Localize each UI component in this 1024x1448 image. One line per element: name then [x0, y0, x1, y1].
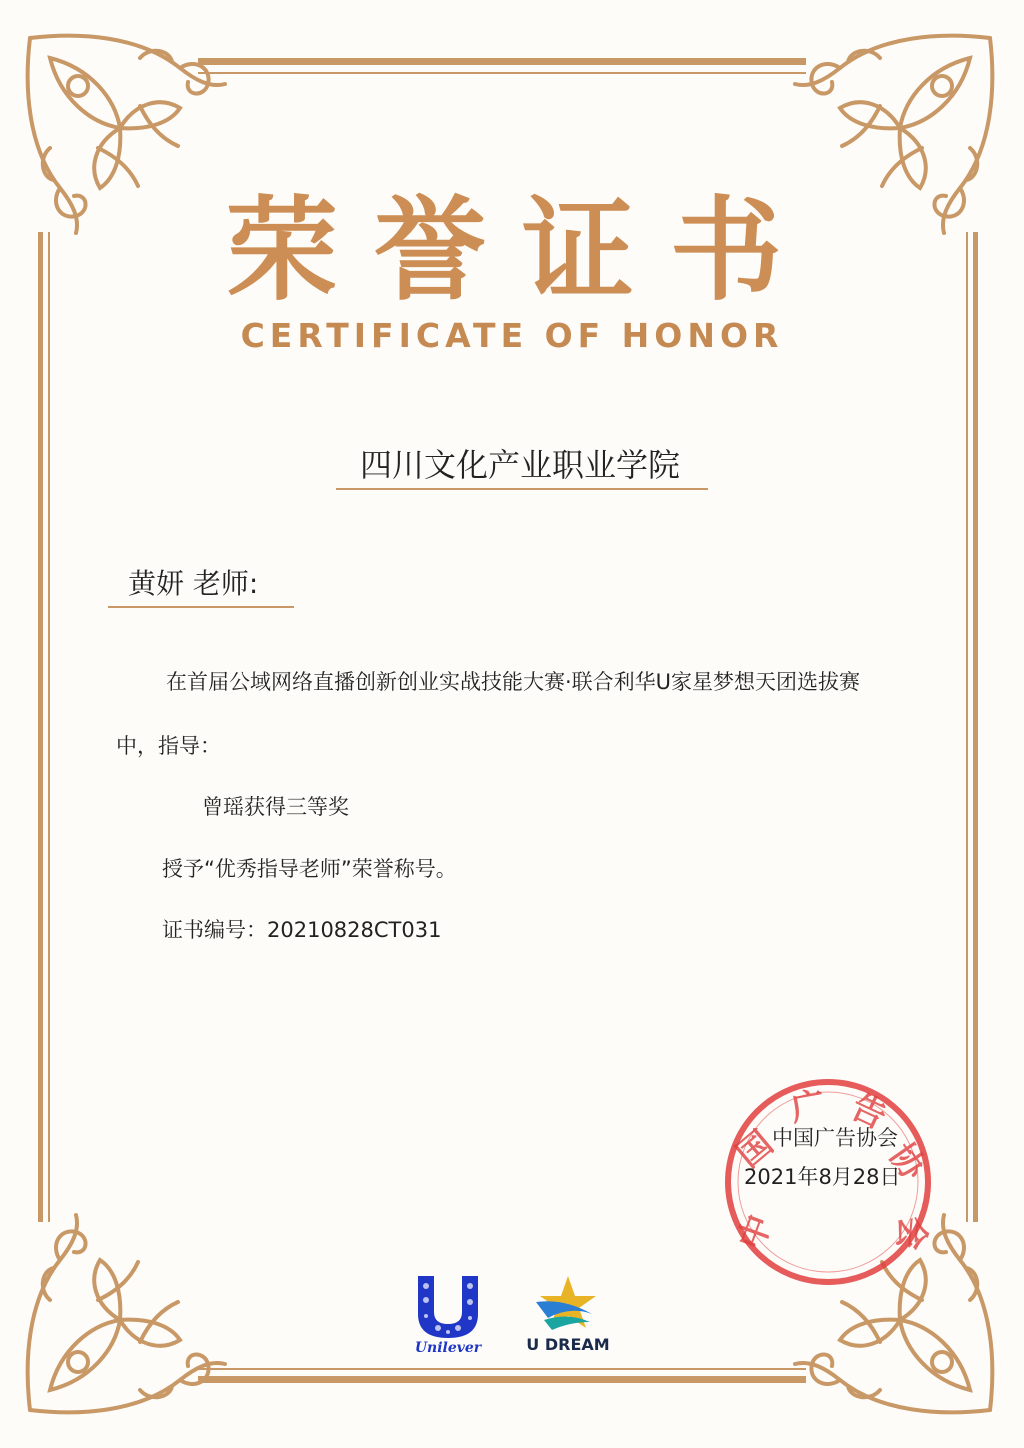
- recipient-name: 黄妍: [128, 567, 185, 600]
- certificate-number: 证书编号：20210828CT031: [162, 918, 442, 942]
- certificate-title-cn: 荣誉证书: [226, 186, 818, 316]
- svg-text:会: 会: [889, 1214, 933, 1252]
- unilever-label: Unilever: [414, 1340, 482, 1356]
- svg-text:广: 广: [787, 1084, 829, 1130]
- body-line-2: 中，指导：: [116, 734, 221, 758]
- unilever-logo: [408, 1272, 488, 1356]
- sponsor-logos: [408, 1272, 618, 1362]
- svg-text:国: 国: [729, 1123, 781, 1176]
- recipient-suffix: 老师:: [192, 567, 259, 600]
- corner-ornament-bottom-left: [28, 1215, 225, 1412]
- svg-text:协: 协: [880, 1136, 934, 1188]
- issue-date: 2021年8月28日: [744, 1165, 901, 1189]
- svg-text:告: 告: [844, 1086, 893, 1138]
- school-underline: [336, 488, 708, 490]
- honor-title-line: 授予“优秀指导老师”荣誉称号。: [162, 857, 457, 881]
- certificate-title-en: CERTIFICATE OF HONOR: [240, 316, 784, 355]
- svg-text:中: 中: [731, 1209, 781, 1256]
- recipient-underline: [108, 606, 294, 608]
- student-award-line: 曾瑶获得三等奖: [202, 795, 349, 819]
- udream-logo: [518, 1272, 618, 1356]
- issuer-name: 中国广告协会: [772, 1126, 898, 1150]
- school-name: 四川文化产业职业学院: [359, 446, 680, 484]
- body-line-1: 在首届公域网络直播创新创业实战技能大赛·联合利华U家星梦想天团选拔赛: [166, 670, 861, 694]
- recipient-line: [128, 562, 258, 606]
- udream-label: U DREAM: [526, 1335, 610, 1354]
